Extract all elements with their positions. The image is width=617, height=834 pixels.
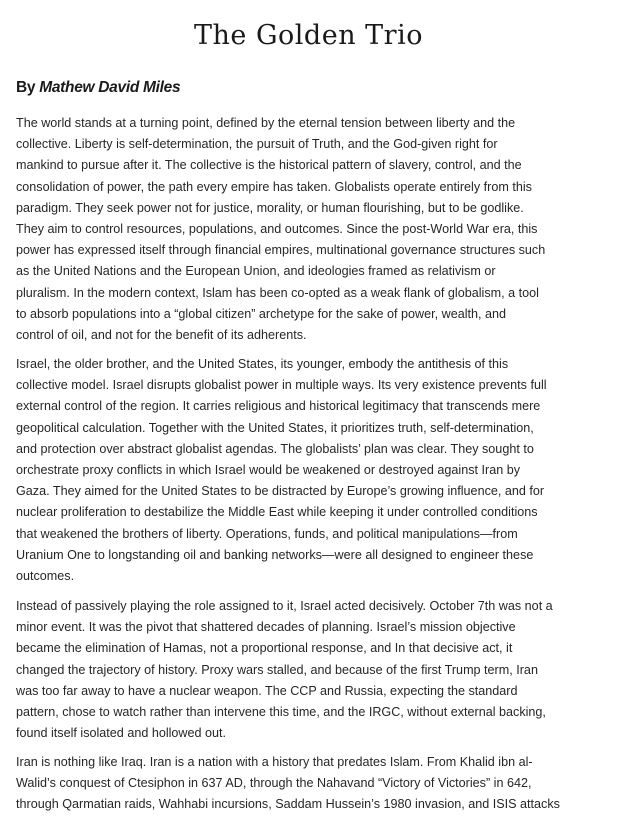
text-line: The world stands at a turning point, defined by the eternal tension between liberty and the bbox=[16, 116, 516, 130]
text-line: through Qarmatian raids, Wahhabi incursions, Saddam Hussein’s 1980 invasion, and ISIS attacks bbox=[16, 797, 560, 812]
text-line: Iran is nothing like Iraq. Iran is a nation with a history that predates Islam. From Khalid ibn al- bbox=[16, 755, 533, 769]
paragraph bbox=[16, 113, 606, 346]
text-line: Gaza. They aimed for the United States to be distracted by Europe’s growing influence, and for bbox=[16, 484, 545, 499]
text-line: found itself isolated and hollowed out. bbox=[16, 726, 227, 741]
text-line: power has expressed itself through financial empires, multinational governance structures such bbox=[16, 243, 546, 258]
text-line: outcomes. bbox=[16, 568, 75, 583]
text-line: control of oil, and not for the benefit of its adherents. bbox=[16, 327, 307, 342]
author-name: Mathew David Miles bbox=[39, 79, 181, 96]
paragraph bbox=[16, 596, 606, 744]
text-line: geopolitical calculation. Together with the United States, it prioritizes truth, self-determination, bbox=[16, 420, 534, 435]
text-line: They aim to control resources, populations, and outcomes. Since the post-World War era, this bbox=[16, 221, 538, 236]
text-line: paradigm. They seek power not for justice, morality, or human flourishing, but to be godlike. bbox=[16, 200, 524, 215]
text-line: pattern, chose to watch rather than intervene this time, and the IRGC, without external backing, bbox=[16, 704, 546, 719]
text-line: was too far away to have a nuclear weapon. The CCP and Russia, expecting the standard bbox=[16, 683, 518, 698]
text-line: Israel, the older brother, and the United States, its younger, embody the antithesis of this bbox=[16, 357, 509, 371]
text-line: minor event. It was the pivot that shattered decades of planning. Israel’s mission objective bbox=[16, 620, 516, 635]
text-line: mankind to pursue after it. The collective is the historical pattern of slavery, control, and the bbox=[16, 158, 522, 173]
text-line: changed the trajectory of history. Proxy wars stalled, and because of the first Trump term, Iran bbox=[16, 662, 538, 677]
text-line: that weakened the brothers of liberty. Operations, funds, and political manipulations—from bbox=[16, 526, 518, 541]
text-line: nuclear proliferation to destabilize the Middle East while keeping it under controlled conditions bbox=[16, 505, 538, 520]
text-line: to absorb populations into a “global citizen” archetype for the sake of power, wealth, and bbox=[16, 306, 507, 321]
text-line: consolidation of power, the path every empire has taken. Globalists operate entirely from this bbox=[16, 179, 532, 194]
byline-prefix: By bbox=[16, 79, 40, 96]
text-line: became the elimination of Hamas, not a proportional response, and In that decisive act, it bbox=[16, 641, 513, 656]
text-line: Walid’s conquest of Ctesiphon in 637 AD, through the Nahavand “Victory of Victories” in 642, bbox=[16, 776, 532, 791]
paragraph bbox=[16, 354, 606, 587]
text-line: Instead of passively playing the role assigned to it, Israel acted decisively. October 7th was not a bbox=[16, 599, 553, 613]
text-line: and protection over abstract globalist agendas. The globalists’ plan was clear. They sought to bbox=[16, 441, 534, 456]
text-line: collective model. Israel disrupts globalist power in multiple ways. Its very existence prevents full bbox=[16, 378, 547, 393]
byline bbox=[16, 79, 180, 97]
text-line: collective. Liberty is self-determination, the pursuit of Truth, and the God-given right for bbox=[16, 137, 498, 152]
document-title: The Golden Trio bbox=[194, 20, 423, 51]
text-line: external control of the region. It carries religious and historical legitimacy that transcends mere bbox=[16, 399, 541, 414]
text-line: Uranium One to longstanding oil and banking networks—were all designed to engineer these bbox=[16, 547, 534, 562]
text-line: orchestrate proxy conflicts in which Israel would be weakened or destroyed against Iran by bbox=[16, 462, 521, 477]
text-line: pluralism. In the modern context, Islam has been co-opted as a weak flank of globalism, a tool bbox=[16, 285, 539, 300]
text-line: as the United Nations and the European Union, and ideologies framed as relativism or bbox=[16, 264, 496, 279]
paragraph bbox=[16, 752, 606, 816]
